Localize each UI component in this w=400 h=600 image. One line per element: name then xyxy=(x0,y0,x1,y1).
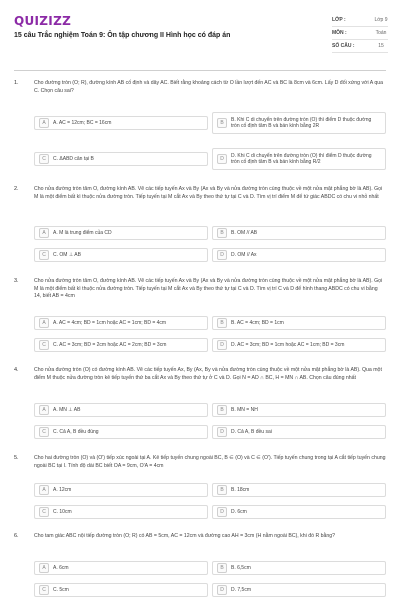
option-text: A. AC = 4cm; BD = 1cm hoặc AC = 1cm; BD = 4cm xyxy=(53,319,167,326)
option-letter: C xyxy=(39,250,49,260)
option-text: A. MN ⊥ AB xyxy=(53,406,81,413)
quizizz-logo: QUIZIZZ xyxy=(14,14,72,28)
option-text: B. Khi C di chuyển trên đường tròn (O) thì điểm D thuộc đường tròn cố định tâm B và bán kính bằng 2R xyxy=(231,116,372,129)
question-number: 2. xyxy=(14,186,19,192)
option-text: D. Cả A, B đều sai xyxy=(231,428,272,435)
option-letter: D xyxy=(217,340,227,350)
option-a[interactable] xyxy=(34,483,208,497)
option-a[interactable] xyxy=(34,226,208,240)
option-text: B. 18cm xyxy=(231,486,250,493)
option-a[interactable] xyxy=(34,561,208,575)
option-text: A. AC = 12cm; BC = 16cm xyxy=(53,119,112,126)
option-a[interactable] xyxy=(34,116,208,130)
question-number: 3. xyxy=(14,278,19,284)
option-text: B. 6,5cm xyxy=(231,564,251,571)
option-d[interactable] xyxy=(212,505,386,519)
option-d[interactable] xyxy=(212,148,386,170)
option-d[interactable] xyxy=(212,583,386,597)
option-b[interactable] xyxy=(212,226,386,240)
option-a[interactable] xyxy=(34,316,208,330)
question-number: 5. xyxy=(14,455,19,461)
meta-label: MÔN : xyxy=(332,30,347,36)
meta-row-grade xyxy=(332,14,388,27)
option-letter: B xyxy=(217,485,227,495)
header-divider xyxy=(14,70,386,71)
option-letter: A xyxy=(39,563,49,573)
option-d[interactable] xyxy=(212,425,386,439)
option-letter: C xyxy=(39,340,49,350)
page-title: 15 câu Trắc nghiệm Toán 9: Ôn tập chương II Hình học có đáp án xyxy=(14,32,231,39)
meta-row-count xyxy=(332,40,388,53)
option-letter: A xyxy=(39,485,49,495)
meta-label: LỚP : xyxy=(332,17,346,23)
question-text: Cho nửa đường tròn (O) có đường kính AB. Vẽ các tiếp tuyến Ax, By (Ax, By và nửa đường tròn cùng thuộc về một nửa mặt phẳng bờ là AB). Qua một điểm M thuộc nửa đường tròn kẻ tiếp tuyến thứ ba cắt Ax và By theo thứ tự ở C và D. Gọi N = AD ∩ BC, H = MN ∩ AB. Chọn câu đúng nhất xyxy=(34,367,382,381)
question-text: Cho nửa đường tròn tâm O, đường kính AB. Vẽ các tiếp tuyến Ax và By (Ax và By và nửa đường tròn cùng thuộc về một nửa mặt phẳng bờ là AB). Gọi M là một điểm bất kì thuộc nửa đường tròn. Tiếp tuyến tại M cắt Ax và By theo thứ tự tại C và D. Tìm vị trí C và D để hình thang ABDC có chu vi bằng 14, biết AB = 4cm xyxy=(34,278,383,299)
option-d[interactable] xyxy=(212,338,386,352)
option-text: D. 7,5cm xyxy=(231,586,252,593)
meta-value: Lớp 9 xyxy=(374,17,388,23)
option-text: C. AC = 3cm; BD = 2cm hoặc AC = 2cm; BD = 3cm xyxy=(53,341,167,348)
option-letter: A xyxy=(39,118,49,128)
option-c[interactable] xyxy=(34,152,208,166)
question-text: Cho hai đường tròn (O) và (O') tiếp xúc ngoài tại A. Kẻ tiếp tuyến chung ngoài BC, B ∈ (O) và C ∈ (O'). Tiếp tuyến chung trong tại A cắt tiếp tuyến chung ngoài BC tại I. Tính độ dài BC biết OA = 9cm, O'A = 4cm xyxy=(34,455,386,469)
option-letter: C xyxy=(39,427,49,437)
option-c[interactable] xyxy=(34,248,208,262)
option-text: A. 12cm xyxy=(53,486,72,493)
meta-value: 15 xyxy=(378,43,384,49)
option-text: A. M là trung điểm của CD xyxy=(53,229,112,236)
question-number: 1. xyxy=(14,80,19,86)
question-text: Cho nửa đường tròn tâm O, đường kính AB. Vẽ các tiếp tuyến Ax và By (Ax và By và nửa đường tròn cùng thuộc về một nửa mặt phẳng bờ là AB). Gọi M là một điểm bất kì thuộc nửa đường tròn. Tiếp tuyến tại M cắt Ax và By theo thứ tự tại C và D. Tìm vị trí điểm M để tứ giác ABDC có chu vi nhỏ nhất xyxy=(34,186,383,200)
option-b[interactable] xyxy=(212,112,386,134)
option-letter: C xyxy=(39,154,49,164)
option-letter: A xyxy=(39,228,49,238)
option-c[interactable] xyxy=(34,583,208,597)
option-letter: D xyxy=(217,250,227,260)
option-a[interactable] xyxy=(34,403,208,417)
option-c[interactable] xyxy=(34,338,208,352)
option-text: A. 6cm xyxy=(53,564,69,571)
option-text: C. Cả A, B đều đúng xyxy=(53,428,99,435)
meta-row-subject xyxy=(332,27,388,40)
question-number: 4. xyxy=(14,367,19,373)
meta-label: SỐ CÂU : xyxy=(332,43,355,49)
option-text: C. OM ⊥ AB xyxy=(53,251,81,258)
option-letter: B xyxy=(217,318,227,328)
option-letter: A xyxy=(39,318,49,328)
option-text: B. MN = NH xyxy=(231,406,258,413)
option-letter: B xyxy=(217,118,227,128)
option-letter: B xyxy=(217,228,227,238)
option-text: D. AC = 3cm; BD = 1cm hoặc AC = 1cm; BD = 3cm xyxy=(231,341,345,348)
option-letter: C xyxy=(39,585,49,595)
option-letter: D xyxy=(217,507,227,517)
question-text: Cho đường tròn (O; R), đường kính AB cố định và dây AC. Biết rằng khoảng cách từ O lần lượt đến AC và BC là 8cm và 6cm. Lấy D đối xứng với A qua C. Chọn câu sai? xyxy=(34,80,384,94)
worksheet-header xyxy=(0,0,400,62)
option-text: C. 5cm xyxy=(53,586,69,593)
option-b[interactable] xyxy=(212,316,386,330)
option-d[interactable] xyxy=(212,248,386,262)
option-letter: D xyxy=(217,585,227,595)
question-text: Cho tam giác ABC nội tiếp đường tròn (O; R) có AB = 5cm, AC = 12cm và đường cao AH = 3cm (H nằm ngoài BC), khi đó R bằng? xyxy=(34,533,336,539)
option-b[interactable] xyxy=(212,403,386,417)
option-text: B. OM // AB xyxy=(231,229,258,236)
option-text: C. 10cm xyxy=(53,508,72,515)
option-letter: A xyxy=(39,405,49,415)
meta-box xyxy=(332,14,388,53)
option-letter: D xyxy=(217,427,227,437)
option-text: B. AC = 4cm; BD = 1cm xyxy=(231,319,284,326)
option-c[interactable] xyxy=(34,425,208,439)
option-text: C. ΔABD cân tại B xyxy=(53,155,94,162)
option-text: D. 6cm xyxy=(231,508,247,515)
option-letter: C xyxy=(39,507,49,517)
option-letter: B xyxy=(217,405,227,415)
option-letter: D xyxy=(217,154,227,164)
option-b[interactable] xyxy=(212,483,386,497)
option-text: D. Khi C di chuyển trên đường tròn (O) thì điểm D thuộc đường tròn cố định tâm B và bán kính bằng R/2 xyxy=(231,152,372,165)
question-number: 6. xyxy=(14,533,19,539)
option-b[interactable] xyxy=(212,561,386,575)
option-c[interactable] xyxy=(34,505,208,519)
option-text: D. OM // Ax xyxy=(231,251,257,258)
meta-value: Toán xyxy=(375,30,387,36)
option-letter: B xyxy=(217,563,227,573)
